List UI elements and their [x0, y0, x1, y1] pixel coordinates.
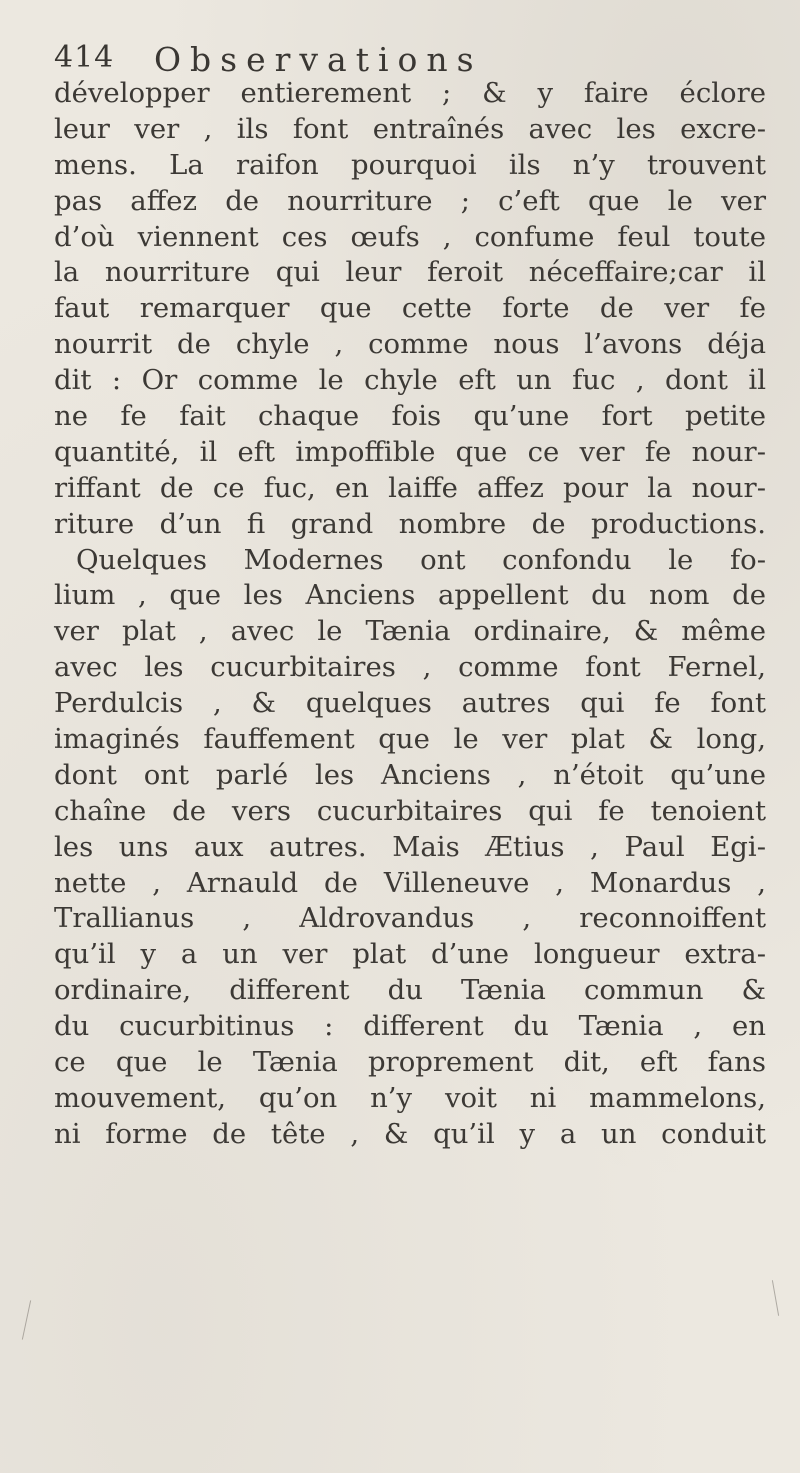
text-line: ver plat , avec le Tænia ordinaire, & même [54, 615, 766, 648]
text-line: Quelques Modernes ont confondu le fo- [76, 543, 766, 576]
text-line: dont ont parlé les Anciens , n’étoit qu’une [54, 758, 766, 791]
text-line: ce que le Tænia proprement dit, eft fans [54, 1046, 766, 1079]
text-line: imaginés fauffement que le ver plat & long, [54, 723, 766, 756]
text-line: la nourriture qui leur feroit néceffaire;car il [54, 256, 766, 289]
text-line: lium , que les Anciens appellent du nom de [54, 579, 766, 612]
text-line: avec les cucurbitaires , comme font Fernel, [54, 651, 766, 684]
text-line: mens. La raifon pourquoi ils n’y trouvent [54, 148, 766, 181]
text-line: quantité, il eft impoffible que ce ver fe nour- [54, 435, 766, 468]
text-line: Trallianus , Aldrovandus , reconnoiffent [54, 902, 766, 935]
text-line: pas affez de nourriture ; c’eft que le ver [54, 184, 766, 217]
text-line: riture d’un fi grand nombre de productions. [54, 507, 766, 540]
page-number: 414 [54, 40, 115, 75]
text-line: développer entierement ; & y faire éclore [54, 77, 766, 109]
text-line: qu’il y a un ver plat d’une longueur extra- [54, 938, 766, 971]
text-line: Perdulcis , & quelques autres qui fe font [54, 687, 766, 720]
text-line: riffant de ce fuc, en laiffe affez pour la nour- [54, 471, 766, 504]
text-line: nette , Arnauld de Villeneuve , Monardus , [54, 866, 766, 899]
text-line: ne fe fait chaque fois qu’une fort petite [54, 400, 766, 433]
text-line: d’où viennent ces œufs , confume feul toute [54, 220, 766, 253]
ink-mark [772, 1280, 779, 1316]
text-line: les uns aux autres. Mais Ætius , Paul Egi- [54, 830, 766, 863]
text-line: dit : Or comme le chyle eft un fuc , dont il [54, 364, 766, 397]
text-line: faut remarquer que cette forte de ver fe [54, 292, 766, 325]
running-title: Observations [154, 40, 483, 79]
text-line: chaîne de vers cucurbitaires qui fe tenoient [54, 794, 766, 827]
text-line: du cucurbitinus : different du Tænia , en [54, 1010, 766, 1043]
text-line: mouvement, qu’on n’y voit ni mammelons, [54, 1081, 766, 1114]
text-line: ni forme de tête , & qu’il y a un conduit [54, 1117, 766, 1150]
ink-mark [22, 1300, 31, 1339]
page-header [54, 40, 483, 79]
text-line: ordinaire, different du Tænia commun & [54, 974, 766, 1007]
text-line: leur ver , ils font entraînés avec les excre- [54, 112, 766, 145]
body-text [54, 76, 766, 1153]
text-line: nourrit de chyle , comme nous l’avons déja [54, 328, 766, 361]
